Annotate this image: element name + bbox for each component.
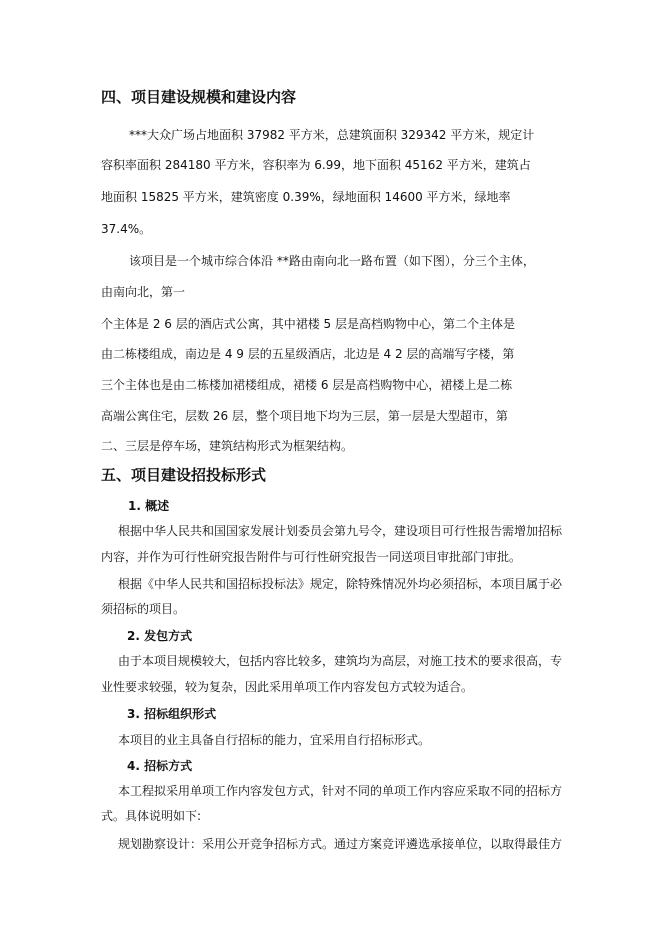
subsection-2-title: 2. 发包方式 [127, 629, 193, 643]
section-4-para2-line-1: 该项目是一个城市综合体沿 **路由南向北一路布置（如下图），分三个主体， [129, 254, 535, 268]
section-4-para2-line-5: 三个主体也是由二栋楼加裙楼组成，裙楼 6 层是高档购物中心，裙楼上是二栋 [101, 378, 513, 392]
section-4-para2-line-6: 高端公寓住宅，层数 26 层，整个项目地下均为三层，第一层是大型超市，第 [101, 409, 508, 423]
subsection-4-title: 4. 招标方式 [127, 759, 193, 773]
subsection-1-line-4: 须招标的项目。 [101, 602, 186, 616]
subsection-1-line-2: 内容，并作为可行性研究报告附件与可行性研究报告一同送项目审批部门审批。 [101, 550, 522, 564]
section-4-para2-line-3: 个主体是 2 6 层的酒店式公寓，其中裙楼 5 层是高档购物中心，第二个主体是 [101, 317, 515, 331]
subsection-4-line-3: 规划勘察设计：采用公开竞争招标方式。通过方案竞评遴选承接单位，以取得最佳方 [118, 837, 563, 851]
section-4-para2-line-4: 由二栋楼组成，南边是 4 9 层的五星级酒店，北边是 4 2 层的高端写字楼，第 [101, 347, 515, 361]
section-4-para1-line-1: ***大众广场占地面积 37982 平方米，总建筑面积 329342 平方米，规定计 [129, 128, 535, 142]
subsection-4-line-1: 本工程拟采用单项工作内容发包方式，针对不同的单项工作内容应采取不同的招标方 [118, 784, 563, 798]
subsection-3-line-1: 本项目的业主具备自行招标的能力，宜采用自行招标形式。 [118, 733, 431, 747]
subsection-3-title: 3. 招标组织形式 [127, 707, 217, 721]
subsection-2-line-2: 业性要求较强，较为复杂，因此采用单项工作内容发包方式较为适合。 [101, 680, 474, 694]
section-4-para1-line-3: 地面积 15825 平方米，建筑密度 0.39%，绿地面积 14600 平方米，绿地率 [101, 190, 511, 204]
section-4-para2-line-7: 二、三层是停车场，建筑结构形式为框架结构。 [101, 439, 354, 453]
section-4-para1-line-4: 37.4%。 [101, 222, 152, 236]
subsection-1-title: 1. 概述 [128, 499, 170, 513]
section-4-heading: 四、项目建设规模和建设内容 [101, 88, 297, 106]
subsection-1-line-1: 根据中华人民共和国国家发展计划委员会第九号令，建设项目可行性报告需增加招标 [118, 524, 563, 538]
subsection-2-line-1: 由于本项目规模较大，包括内容比较多，建筑均为高层，对施工技术的要求很高，专 [118, 654, 563, 668]
section-5-heading: 五、项目建设招投标形式 [101, 466, 267, 484]
section-4-para1-line-2: 容积率面积 284180 平方米，容积率为 6.99，地下面积 45162 平方米，建筑占 [101, 158, 531, 172]
section-4-para2-line-2: 由南向北，第一 [101, 285, 186, 299]
subsection-1-line-3: 根据《中华人民共和国招标投标法》规定，除特殊情况外均必须招标，本项目属于必 [118, 577, 563, 591]
subsection-4-line-2: 式。具体说明如下: [101, 809, 202, 823]
